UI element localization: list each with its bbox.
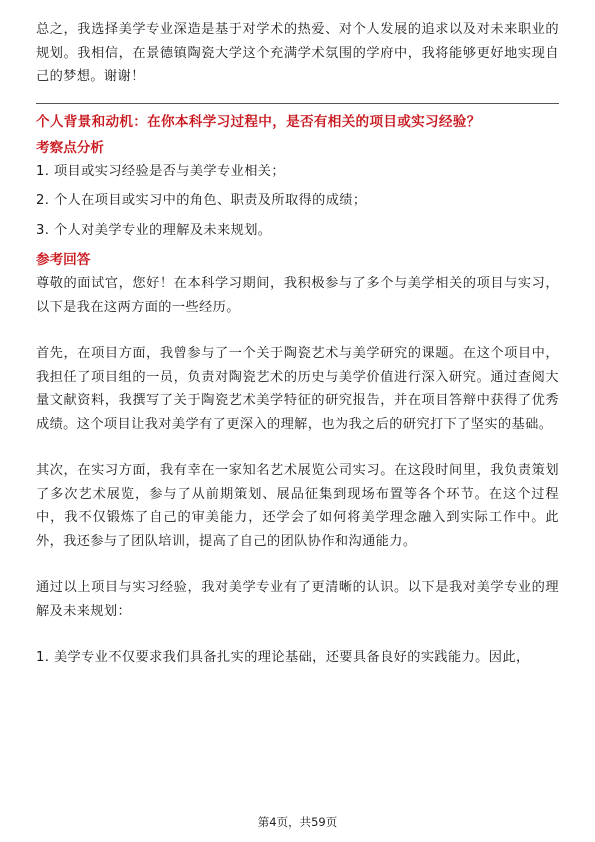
page-footer: 第4页，共59页 (257, 815, 338, 829)
analysis-item: 3. 个人对美学专业的理解及未来规划。 (36, 222, 272, 238)
answer-label: 参考回答 (36, 252, 91, 268)
answer-paragraph: 其次，在实习方面，我有幸在一家知名艺术展览公司实习。在这段时间里，我负责策划了多次艺术展览，参与了从前期策划、展品征集到现场布置等各个环节。在这个过程中，我不仅锻炼了自己的审美能力，还学会了如何将美学理念融入到实际工作中。此外，我还参与了团队培训，提高了自己的团队协作和沟通能力。 (36, 463, 559, 549)
answer-paragraph: 首先，在项目方面，我曾参与了一个关于陶瓷艺术与美学研究的课题。在这个项目中，我担任了项目组的一员，负责对陶瓷艺术的历史与美学价值进行深入研究。通过查阅大量文献资料，我撰写了关于陶瓷艺术美学特征的研究报告，并在项目答辩中获得了优秀成绩。这个项目让我对美学有了更深入的理解，也为我之后的研究打下了坚实的基础。 (36, 346, 559, 432)
analysis-label: 考察点分析 (36, 139, 104, 156)
paragraph-gap (36, 553, 559, 576)
question-heading: 个人背景和动机：在你本科学习过程中，是否有相关的项目或实习经验？ (36, 113, 481, 130)
answer-paragraph: 通过以上项目与实习经验，我对美学专业有了更清晰的认识。以下是我对美学专业的理解及未来规划： (36, 580, 559, 619)
paragraph-gap (36, 319, 559, 342)
answer-paragraph: 1. 美学专业不仅要求我们具备扎实的理论基础，还要具备良好的实践能力。因此， (36, 650, 530, 665)
paragraph-gap (36, 436, 559, 459)
intro-paragraph: 总之，我选择美学专业深造是基于对学术的热爱、对个人发展的追求以及对未来职业的规划。我相信，在景德镇陶瓷大学这个充满学术氛围的学府中，我将能够更好地实现自己的梦想。谢谢！ (36, 22, 559, 84)
answer-paragraph: 尊敬的面试官，您好！在本科学习期间，我积极参与了多个与美学相关的项目与实习，以下是我在这两方面的一些经历。 (36, 276, 559, 315)
section-divider (36, 103, 559, 104)
page-content (36, 18, 559, 670)
paragraph-gap (36, 623, 559, 646)
analysis-item: 2. 个人在项目或实习中的角色、职责及所取得的成绩； (36, 193, 367, 208)
analysis-item: 1. 项目或实习经验是否与美学专业相关； (36, 163, 285, 179)
